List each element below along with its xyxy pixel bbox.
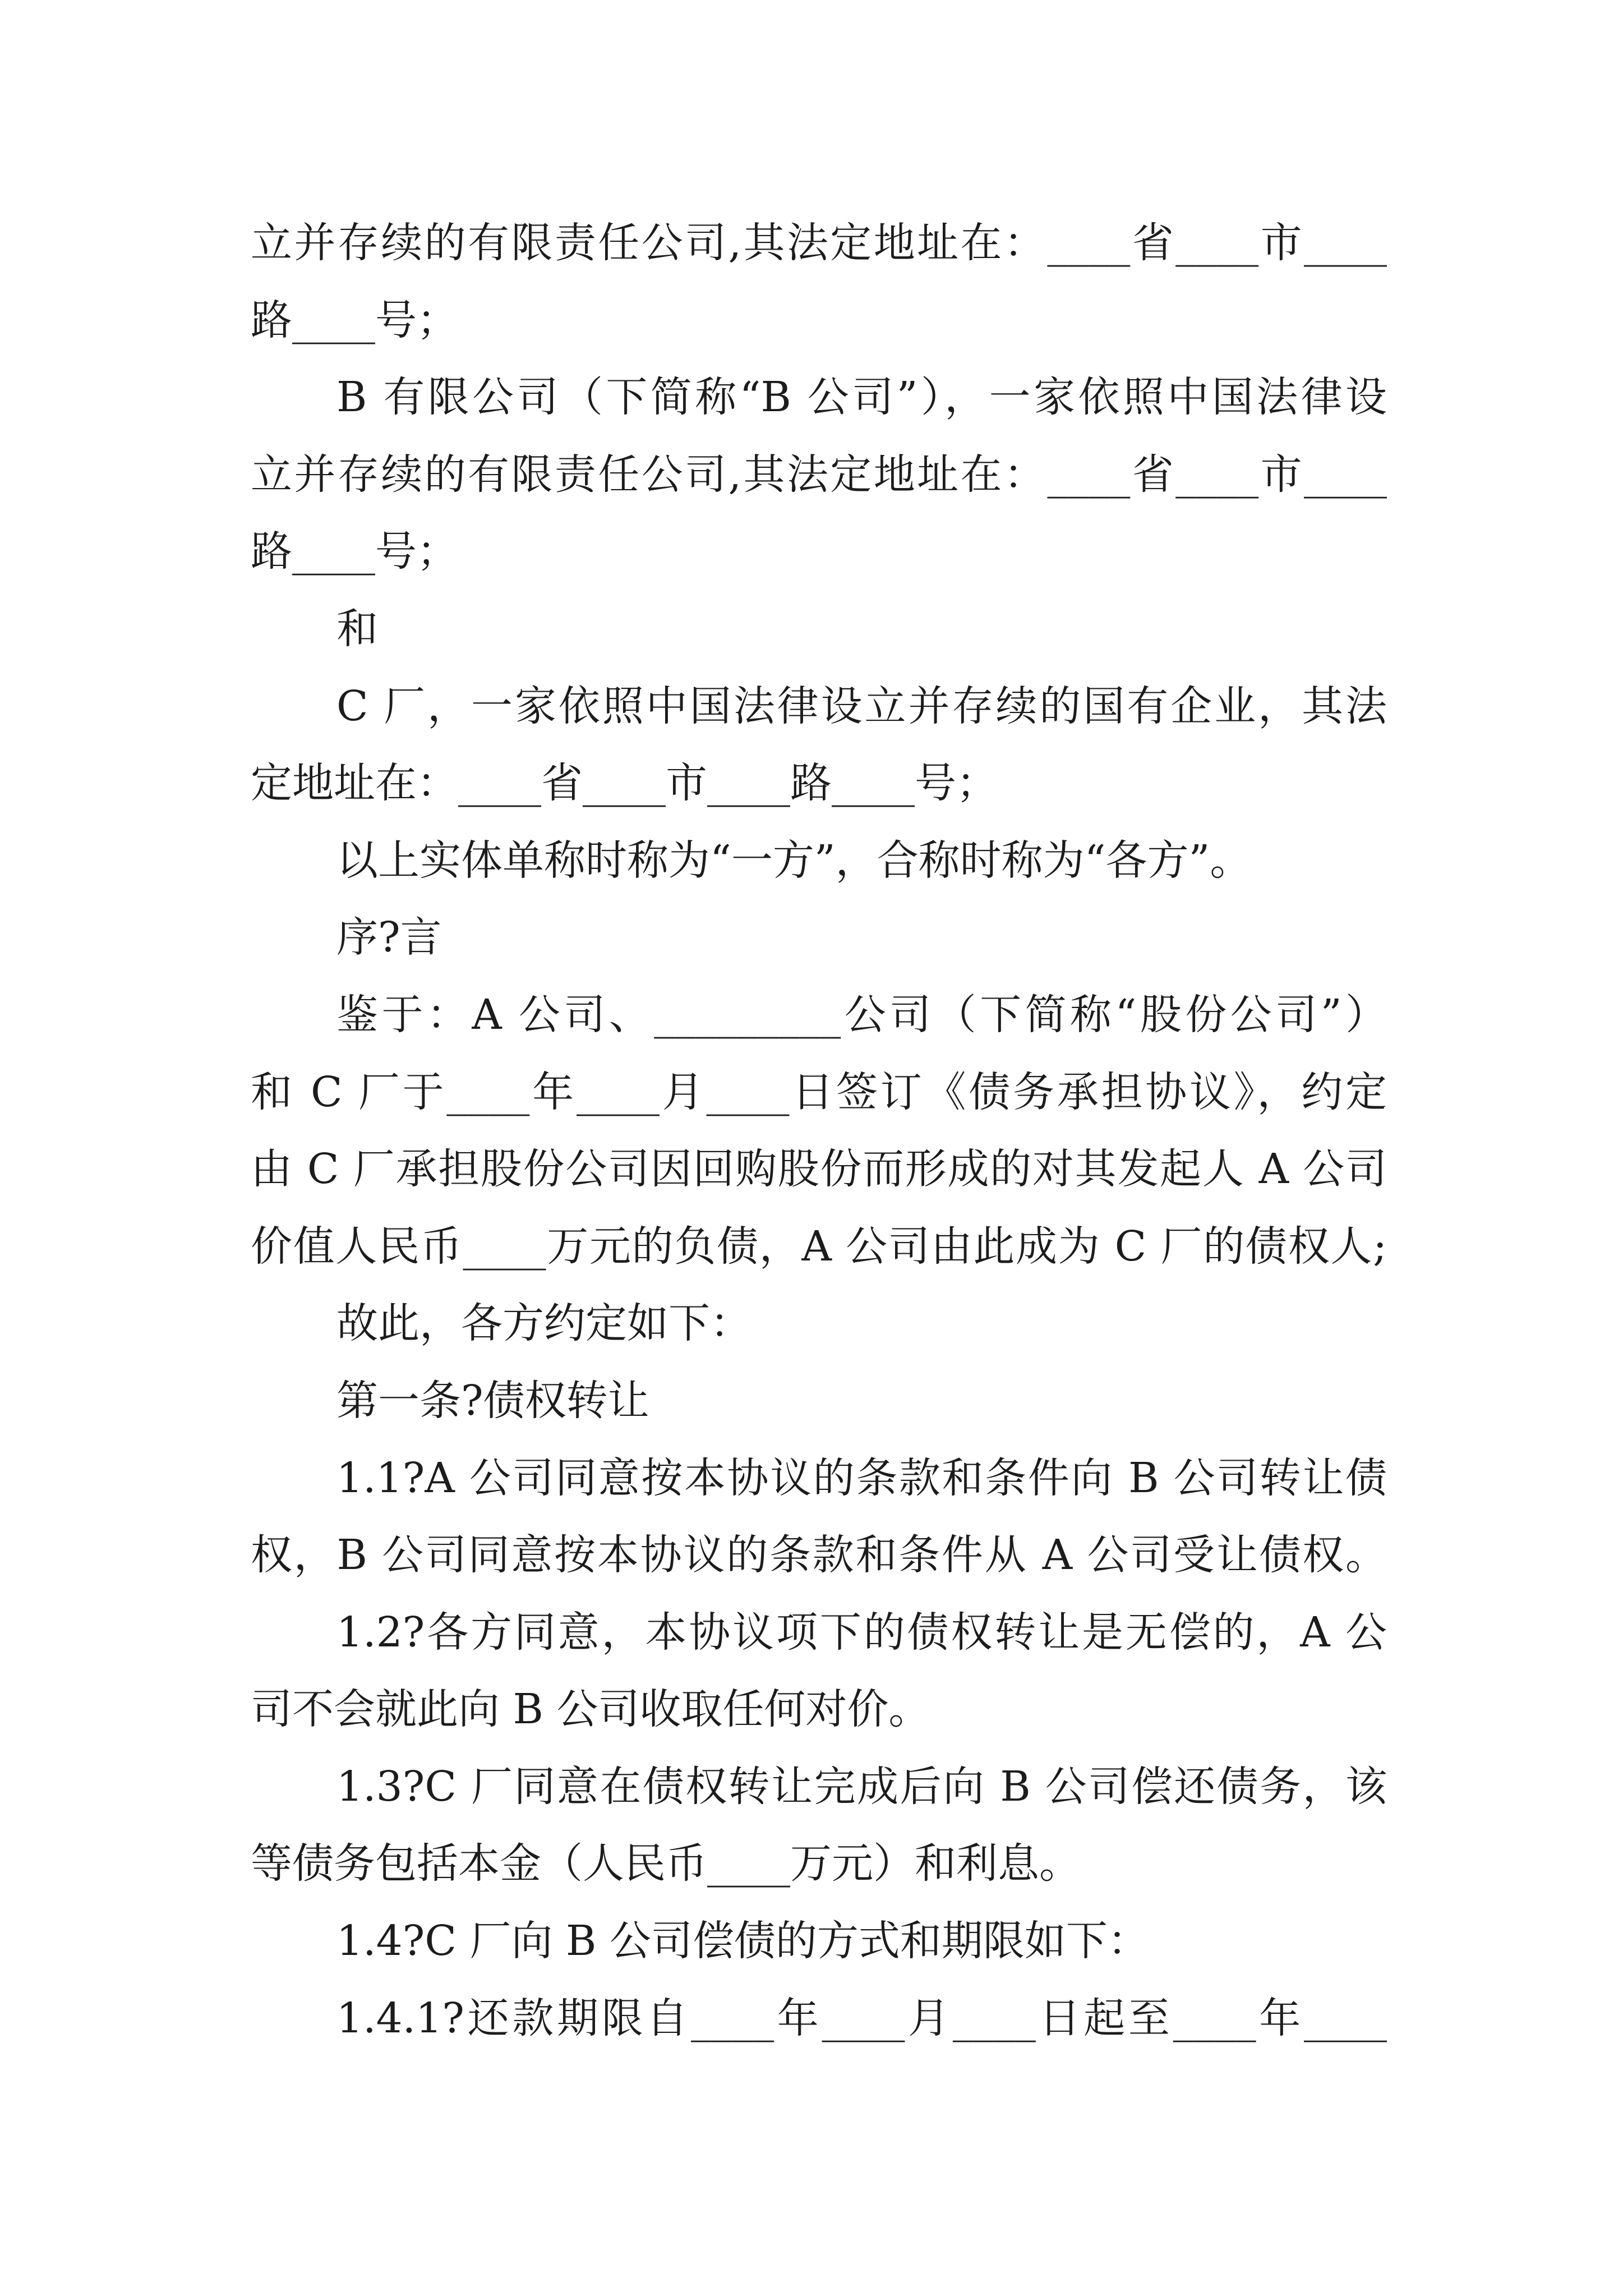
section-heading-article-1 [251, 1363, 1387, 1440]
paragraph-definitions [251, 822, 1387, 900]
text-line: 立并存续的有限责任公司,其法定地址在：____省____市____ [251, 450, 1387, 499]
text-line: 立并存续的有限责任公司,其法定地址在：____省____市____ [251, 219, 1387, 267]
text-line: 以上实体单称时称为“一方”，合称时称为“各方”。 [336, 836, 1252, 885]
text-line: 由 C 厂承担股份公司因回购股份而形成的对其发起人 A 公司 [251, 1145, 1387, 1194]
clause-1-1 [251, 1440, 1387, 1594]
paragraph-party-a-address [251, 205, 1387, 359]
document-body [251, 205, 1387, 2057]
text-line: 1.4.1?还款期限自____年____月____日起至____年____ [336, 1994, 1387, 2042]
clause-1-4-1 [251, 1980, 1387, 2058]
text-line: 和 C 厂于____年____月____日签订《债务承担协议》，约定 [251, 1068, 1387, 1116]
paragraph-therefore [251, 1285, 1387, 1363]
clause-1-4 [251, 1903, 1387, 1980]
text-line: 1.1?A 公司同意按本协议的条款和条件向 B 公司转让债 [336, 1453, 1387, 1502]
clause-1-2 [251, 1594, 1387, 1749]
text-line: 路____号； [251, 527, 458, 576]
text-line: 和 [336, 604, 378, 653]
text-line: 路____号； [251, 296, 458, 344]
text-line: 价值人民币____万元的负债，A 公司由此成为 C 厂的债权人; [251, 1222, 1387, 1271]
paragraph-party-b [251, 359, 1387, 591]
text-line: 司不会就此向 B 公司收取任何对价。 [251, 1685, 930, 1734]
text-line: 1.3?C 厂同意在债权转让完成后向 B 公司偿还债务，该 [336, 1762, 1387, 1811]
section-heading-preamble [251, 899, 1387, 977]
text-line: 第一条?债权转让 [336, 1376, 649, 1425]
text-line: 权，B 公司同意按本协议的条款和条件从 A 公司受让债权。 [251, 1531, 1387, 1580]
text-line: 1.2?各方同意，本协议项下的债权转让是无偿的，A 公 [336, 1608, 1387, 1657]
text-line: C 厂，一家依照中国法律设立并存续的国有企业，其法 [336, 682, 1387, 730]
text-line: 序?言 [336, 913, 442, 962]
text-line: B 有限公司（下简称“B 公司”），一家依照中国法律设 [336, 373, 1387, 422]
text-line: 定地址在：____省____市____路____号； [251, 759, 998, 808]
paragraph-whereas [251, 977, 1387, 1285]
clause-1-3 [251, 1749, 1387, 1903]
text-line: 故此，各方约定如下： [336, 1299, 751, 1348]
text-line: 鉴于：A 公司、_________公司（下简称“股份公司”） [336, 990, 1387, 1039]
paragraph-party-c [251, 668, 1387, 822]
paragraph-and [251, 591, 1387, 668]
text-line: 等债务包括本金（人民币____万元）和利息。 [251, 1839, 1081, 1888]
text-line: 1.4?C 厂向 B 公司偿债的方式和期限如下： [336, 1917, 1149, 1966]
